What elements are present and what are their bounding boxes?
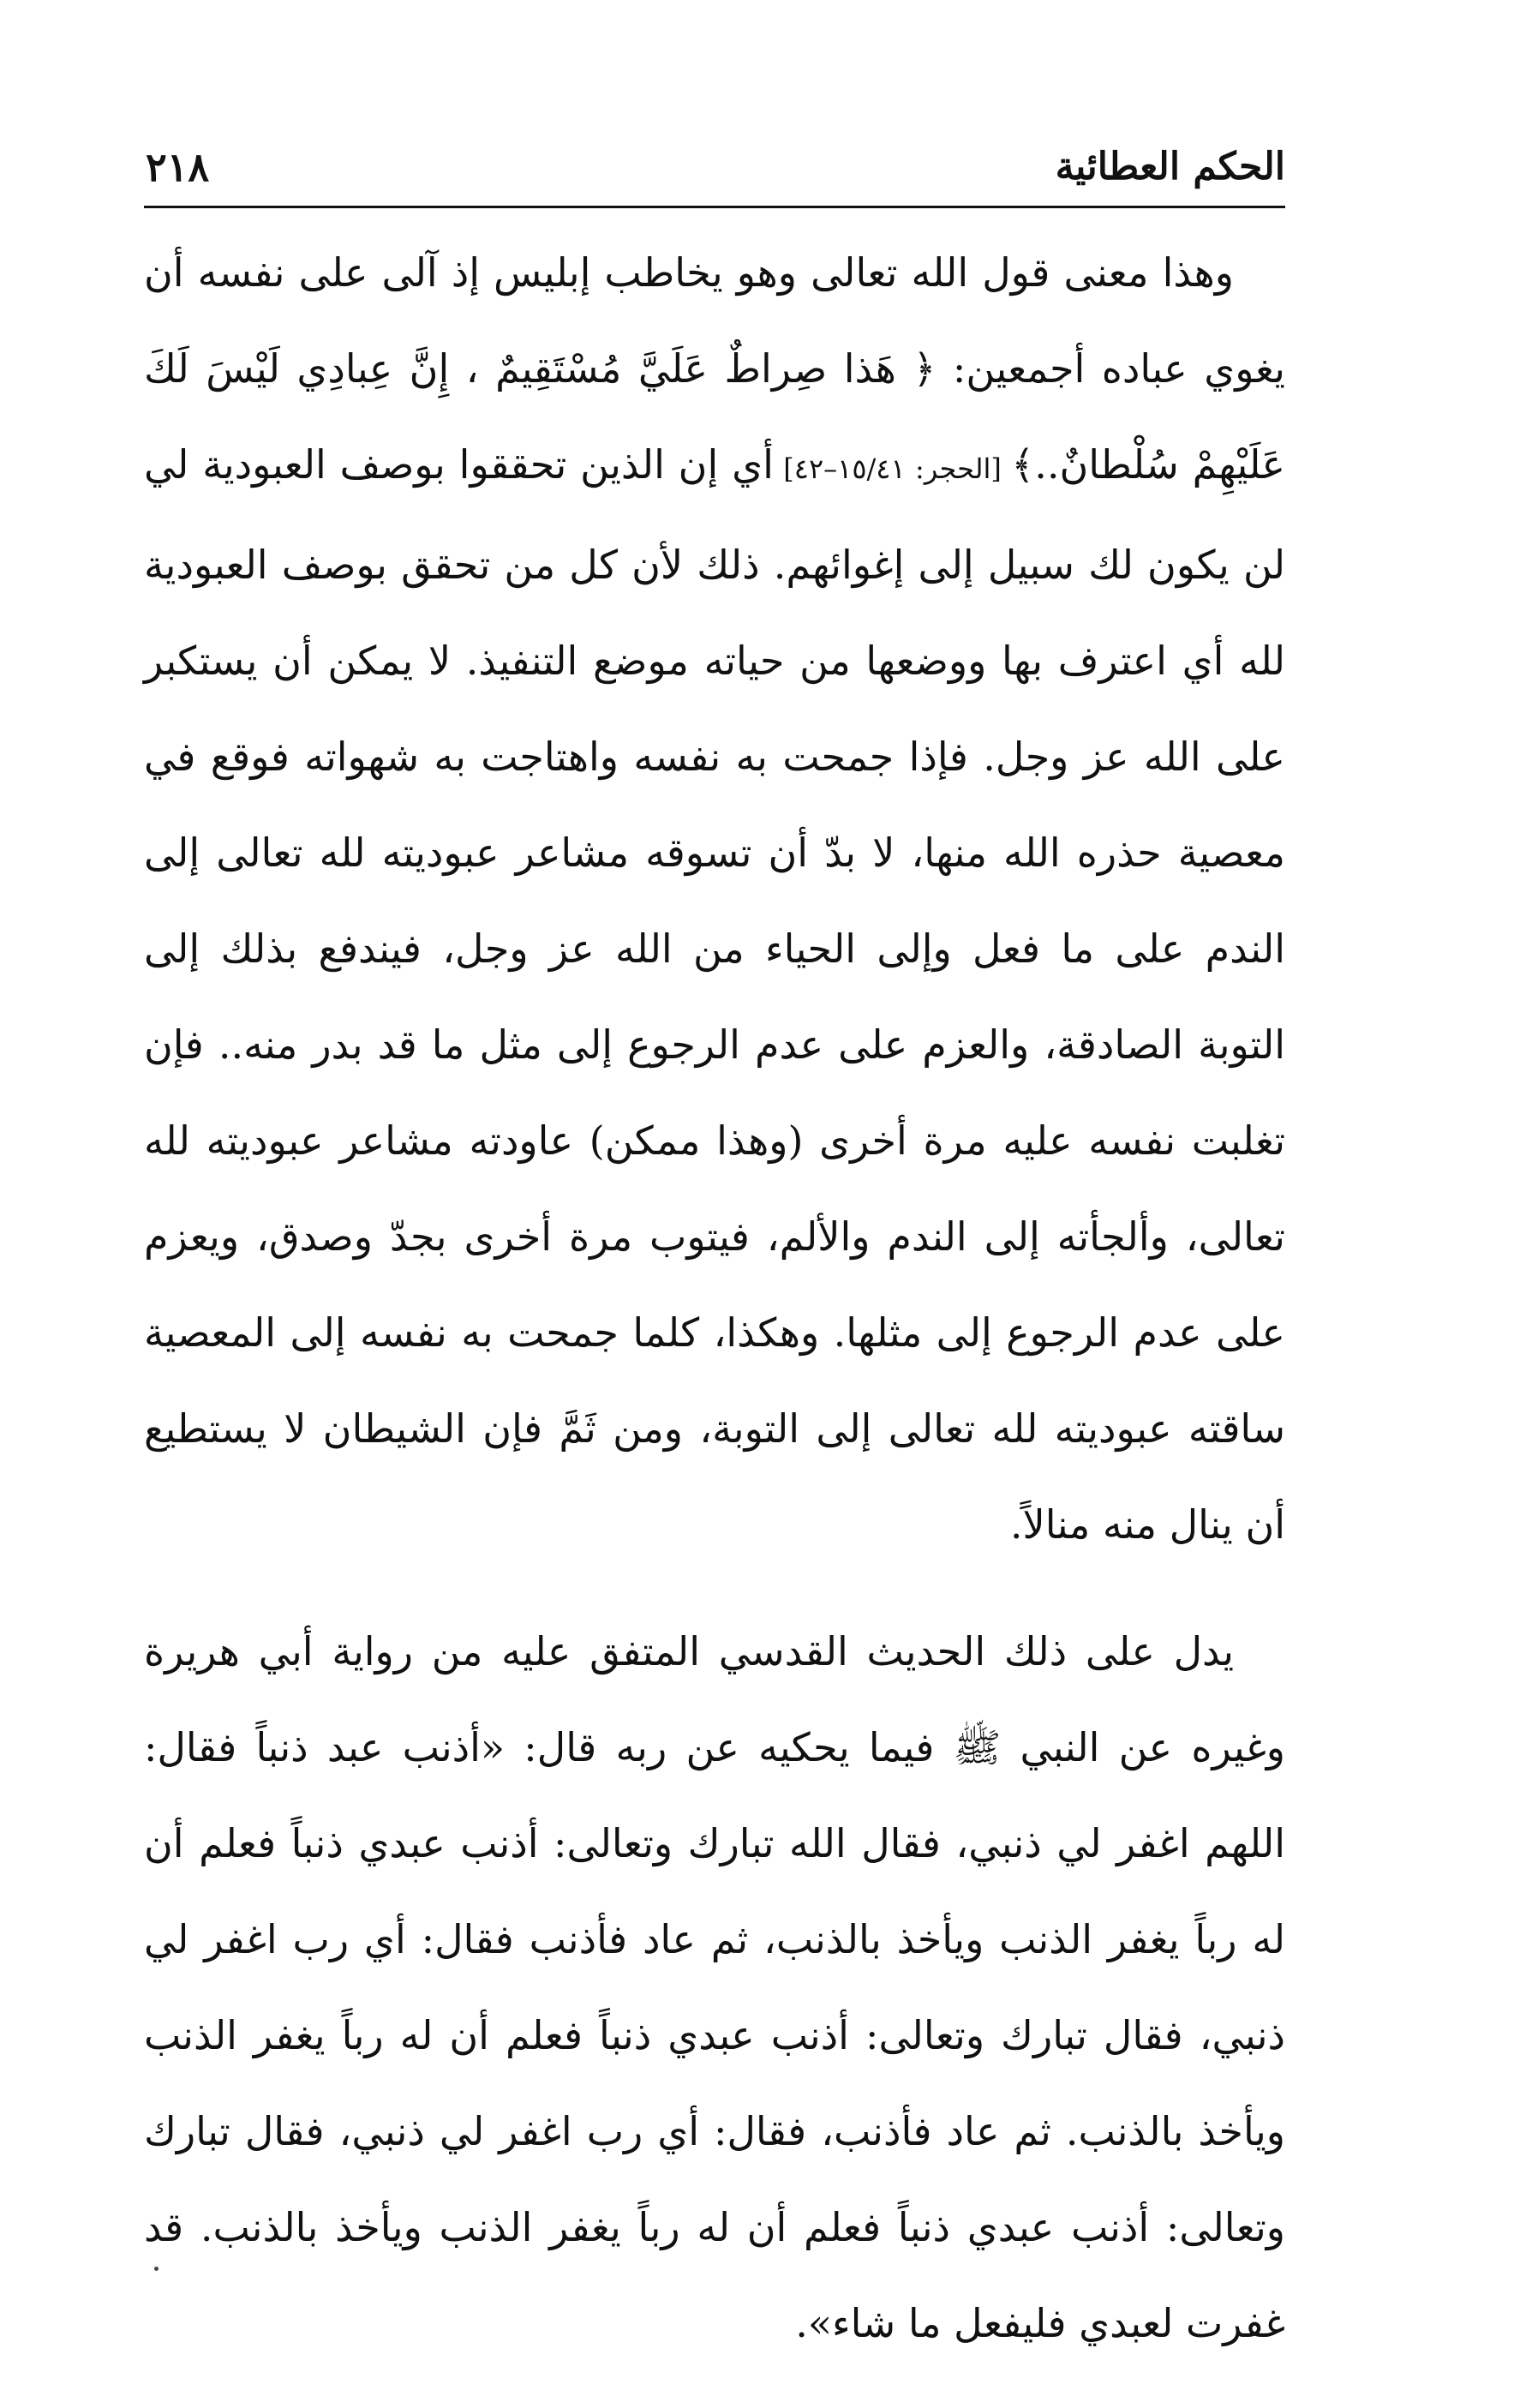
paragraph-1-intro: وهذا معنى قول الله تعالى وهو يخاطب إبليس إذ آلى على نفسه أن يغوي عباده أجمعين: <box>144 249 1285 392</box>
running-title: الحكم العطائية <box>1055 145 1285 189</box>
verse-citation: [الحجر: ١٥/٤١–٤٢] <box>773 452 1012 485</box>
quran-verse: ﴿ هَذا صِراطٌ عَلَيَّ مُسْتَقِيمٌ ، إِنَّ عِبادِي لَيْسَ لَكَ عَلَيْهِمْ سُلْطانٌ..﴾ <box>144 345 1286 488</box>
paragraph-1 <box>144 225 1285 1572</box>
scan-speck <box>154 2267 159 2271</box>
paragraph-1-continuation: أي إن الذين تحققوا بوصف العبودية لي لن يكون لك سبيل إلى إغوائهم. ذلك لأن كل من تحقق بوصف العبودية لله أي اعترف بها ووضعها من حياته موضع التنفيذ. لا يمكن أن يستكبر على الله عز وجل. فإذا جمحت به نفسه واهتاجت به شهواته فوقع في معصية حذره الله منها، لا بدّ أن تسوقه مشاعر عبوديته لله تعالى إلى الندم على ما فعل وإلى الحياء من الله عز وجل، فيندفع بذلك إلى التوبة الصادقة، والعزم على عدم الرجوع إلى مثل ما قد بدر منه.. فإن تغلبت نفسه عليه مرة أخرى (وهذا ممكن) عاودته مشاعر عبوديته لله تعالى، وألجأته إلى الندم والألم، فيتوب مرة أخرى بجدّ وصدق، ويعزم على عدم الرجوع إلى مثلها. وهكذا، كلما جمحت به نفسه إلى المعصية ساقته عبوديته لله تعالى إلى التوبة، ومن ثَمَّ فإن الشيطان لا يستطيع أن ينال منه منالاً. <box>144 441 1285 1548</box>
header-divider <box>144 206 1285 208</box>
page-number: ٢١٨ <box>146 144 210 190</box>
page-body <box>144 225 1285 2371</box>
running-header <box>146 141 1285 201</box>
paragraph-2: يدل على ذلك الحديث القدسي المتفق عليه من رواية أبي هريرة وغيره عن النبي ﷺ فيما يحكيه عن ربه قال: «أذنب عبد ذنباً فقال: اللهم اغفر لي ذنبي، فقال الله تبارك وتعالى: أذنب عبدي ذنباً فعلم أن له رباً يغفر الذنب ويأخذ بالذنب، ثم عاد فأذنب فقال: أي رب اغفر لي ذنبي، فقال تبارك وتعالى: أذنب عبدي ذنباً فعلم أن له رباً يغفر الذنب ويأخذ بالذنب. ثم عاد فأذنب، فقال: أي رب اغفر لي ذنبي، فقال تبارك وتعالى: أذنب عبدي ذنباً فعلم أن له رباً يغفر الذنب ويأخذ بالذنب. قد غفرت لعبدي فليفعل ما شاء». <box>144 1628 1285 2346</box>
